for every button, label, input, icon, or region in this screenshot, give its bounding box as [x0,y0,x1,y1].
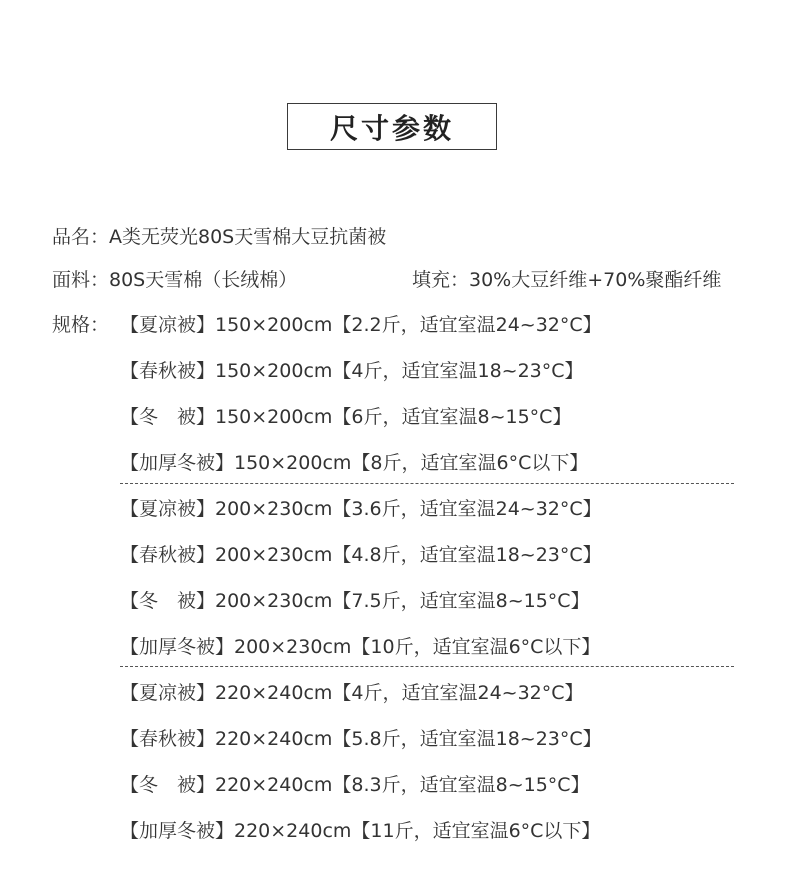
filling-info: 填充：30%大豆纤维+70%聚酯纤维 [412,269,722,291]
spec-row: 【加厚冬被】150×200cm【8斤，适宜室温6°C以下】 [120,452,589,474]
spec-row: 【春秋被】220×240cm【5.8斤，适宜室温18~23°C】 [120,728,602,750]
spec-label: 规格： [52,314,110,336]
spec-row: 【冬 被】150×200cm【6斤，适宜室温8~15°C】 [120,406,572,428]
dashed-divider [120,666,734,667]
spec-row: 【加厚冬被】200×230cm【10斤，适宜室温6°C以下】 [120,636,601,658]
title-box [287,103,497,150]
spec-row: 【夏凉被】150×200cm【2.2斤，适宜室温24~32°C】 [120,314,602,336]
spec-row: 【夏凉被】200×230cm【3.6斤，适宜室温24~32°C】 [120,498,602,520]
dashed-divider [120,483,734,484]
spec-row: 【春秋被】150×200cm【4斤，适宜室温18~23°C】 [120,360,584,382]
product-name: 品名：A类无荧光80S天雪棉大豆抗菌被 [52,226,387,248]
spec-row: 【冬 被】220×240cm【8.3斤，适宜室温8~15°C】 [120,774,590,796]
spec-row: 【加厚冬被】220×240cm【11斤，适宜室温6°C以下】 [120,820,601,842]
fabric-info: 面料：80S天雪棉（长绒棉） [52,269,298,291]
spec-row: 【夏凉被】220×240cm【4斤，适宜室温24~32°C】 [120,682,584,704]
spec-row: 【冬 被】200×230cm【7.5斤，适宜室温8~15°C】 [120,590,590,612]
page-title: 尺寸参数 [329,111,454,145]
spec-row: 【春秋被】200×230cm【4.8斤，适宜室温18~23°C】 [120,544,602,566]
